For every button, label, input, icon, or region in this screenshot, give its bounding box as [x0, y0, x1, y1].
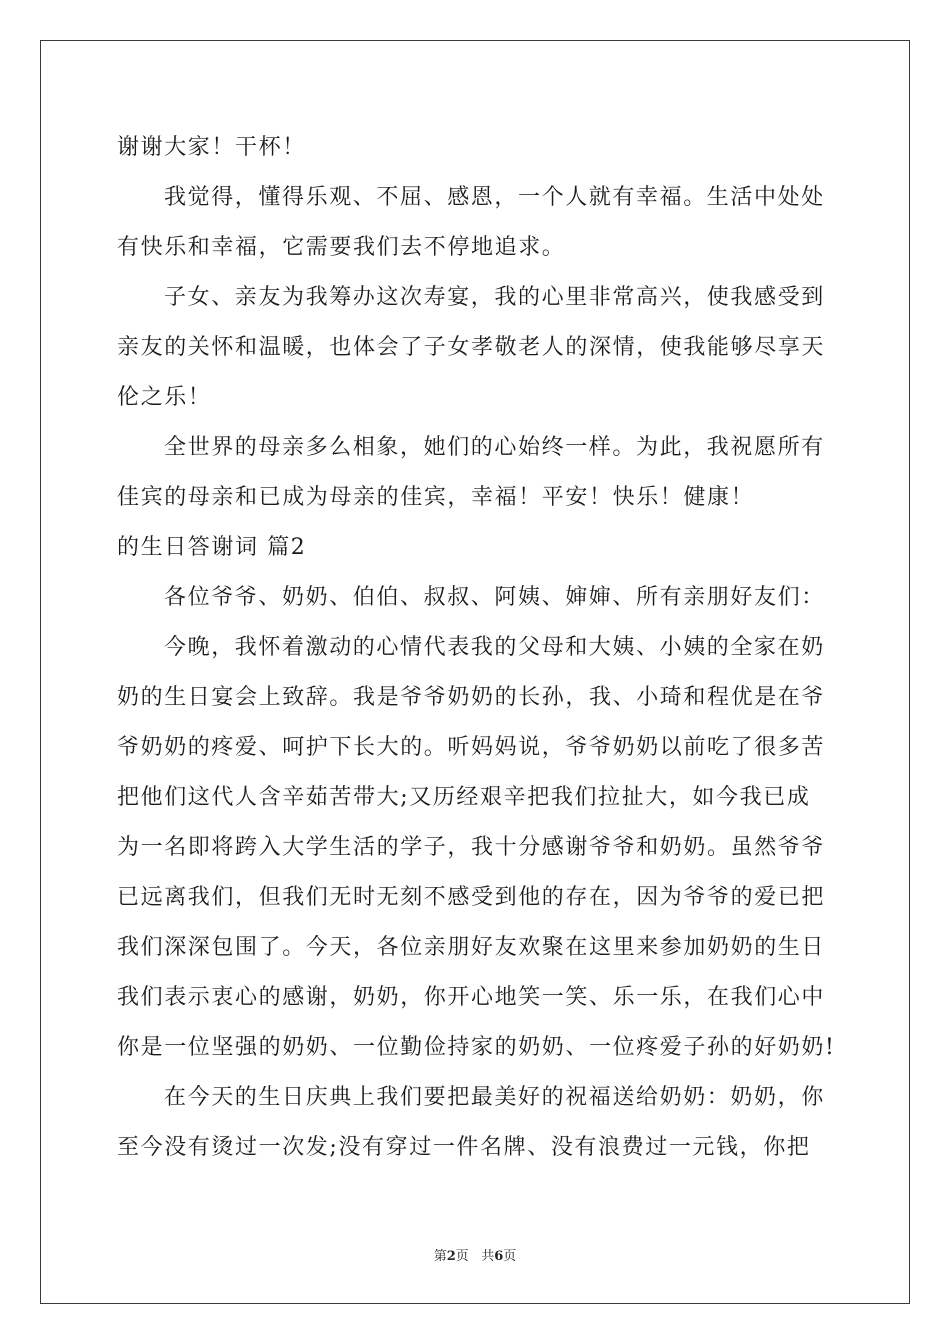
text-line: 为一名即将跨入大学生活的学子，我十分感谢爷爷和奶奶。虽然爷爷 — [117, 835, 826, 860]
text-line: 至今没有烫过一次发;没有穿过一件名牌、没有浪费过一元钱，你把 — [117, 1135, 811, 1160]
total-pages: 6 — [494, 1249, 504, 1264]
page-footer — [0, 1248, 950, 1266]
text-line: 我们深深包围了。今天，各位亲朋好友欢聚在这里来参加奶奶的生日 — [117, 935, 826, 960]
text-line: 奶的生日宴会上致辞。我是爷爷奶奶的长孙，我、小琦和程优是在爷 — [117, 685, 826, 710]
text-line: 爷奶奶的疼爱、呵护下长大的。听妈妈说，爷爷奶奶以前吃了很多苦 — [117, 735, 826, 760]
text-line: 有快乐和幸福，它需要我们去不停地追求。 — [117, 235, 566, 260]
page-suffix: 页 — [455, 1249, 469, 1264]
text-line: 在今天的生日庆典上我们要把最美好的祝福送给奶奶：奶奶，你 — [164, 1085, 825, 1110]
text-line: 佳宾的母亲和已成为母亲的佳宾，幸福！平安！快乐！健康！ — [117, 485, 755, 510]
page-number: 2 — [446, 1249, 456, 1264]
text-line: 子女、亲友为我筹办这次寿宴，我的心里非常高兴，使我感受到 — [164, 285, 825, 310]
total-prefix: 共 — [481, 1249, 495, 1264]
text-line: 伦之乐！ — [117, 385, 212, 410]
section-heading: 的生日答谢词 篇2 — [117, 535, 307, 560]
text-line: 我们表示衷心的感谢，奶奶，你开心地笑一笑、乐一乐，在我们心中 — [117, 985, 826, 1010]
text-line: 谢谢大家！干杯！ — [117, 135, 306, 160]
text-line: 已远离我们，但我们无时无刻不感受到他的存在，因为爷爷的爱已把 — [117, 885, 826, 910]
text-line: 今晚，我怀着激动的心情代表我的父母和大姨、小姨的全家在奶 — [164, 635, 825, 660]
text-line: 亲友的关怀和温暖，也体会了子女孝敬老人的深情，使我能够尽享天 — [117, 335, 826, 360]
text-line: 我觉得，懂得乐观、不屈、感恩，一个人就有幸福。生活中处处 — [164, 185, 825, 210]
text-line: 全世界的母亲多么相象，她们的心始终一样。为此，我祝愿所有 — [164, 435, 825, 460]
total-suffix: 页 — [503, 1249, 517, 1264]
text-line: 把他们这代人含辛茹苦带大;又历经艰辛把我们拉扯大，如今我已成 — [117, 785, 811, 810]
text-line: 你是一位坚强的奶奶、一位勤俭持家的奶奶、一位疼爱子孙的好奶奶! — [117, 1035, 836, 1060]
page-prefix: 第 — [433, 1249, 447, 1264]
text-line: 各位爷爷、奶奶、伯伯、叔叔、阿姨、婶婶、所有亲朋好友们： — [164, 585, 825, 610]
page-border — [40, 40, 910, 1304]
